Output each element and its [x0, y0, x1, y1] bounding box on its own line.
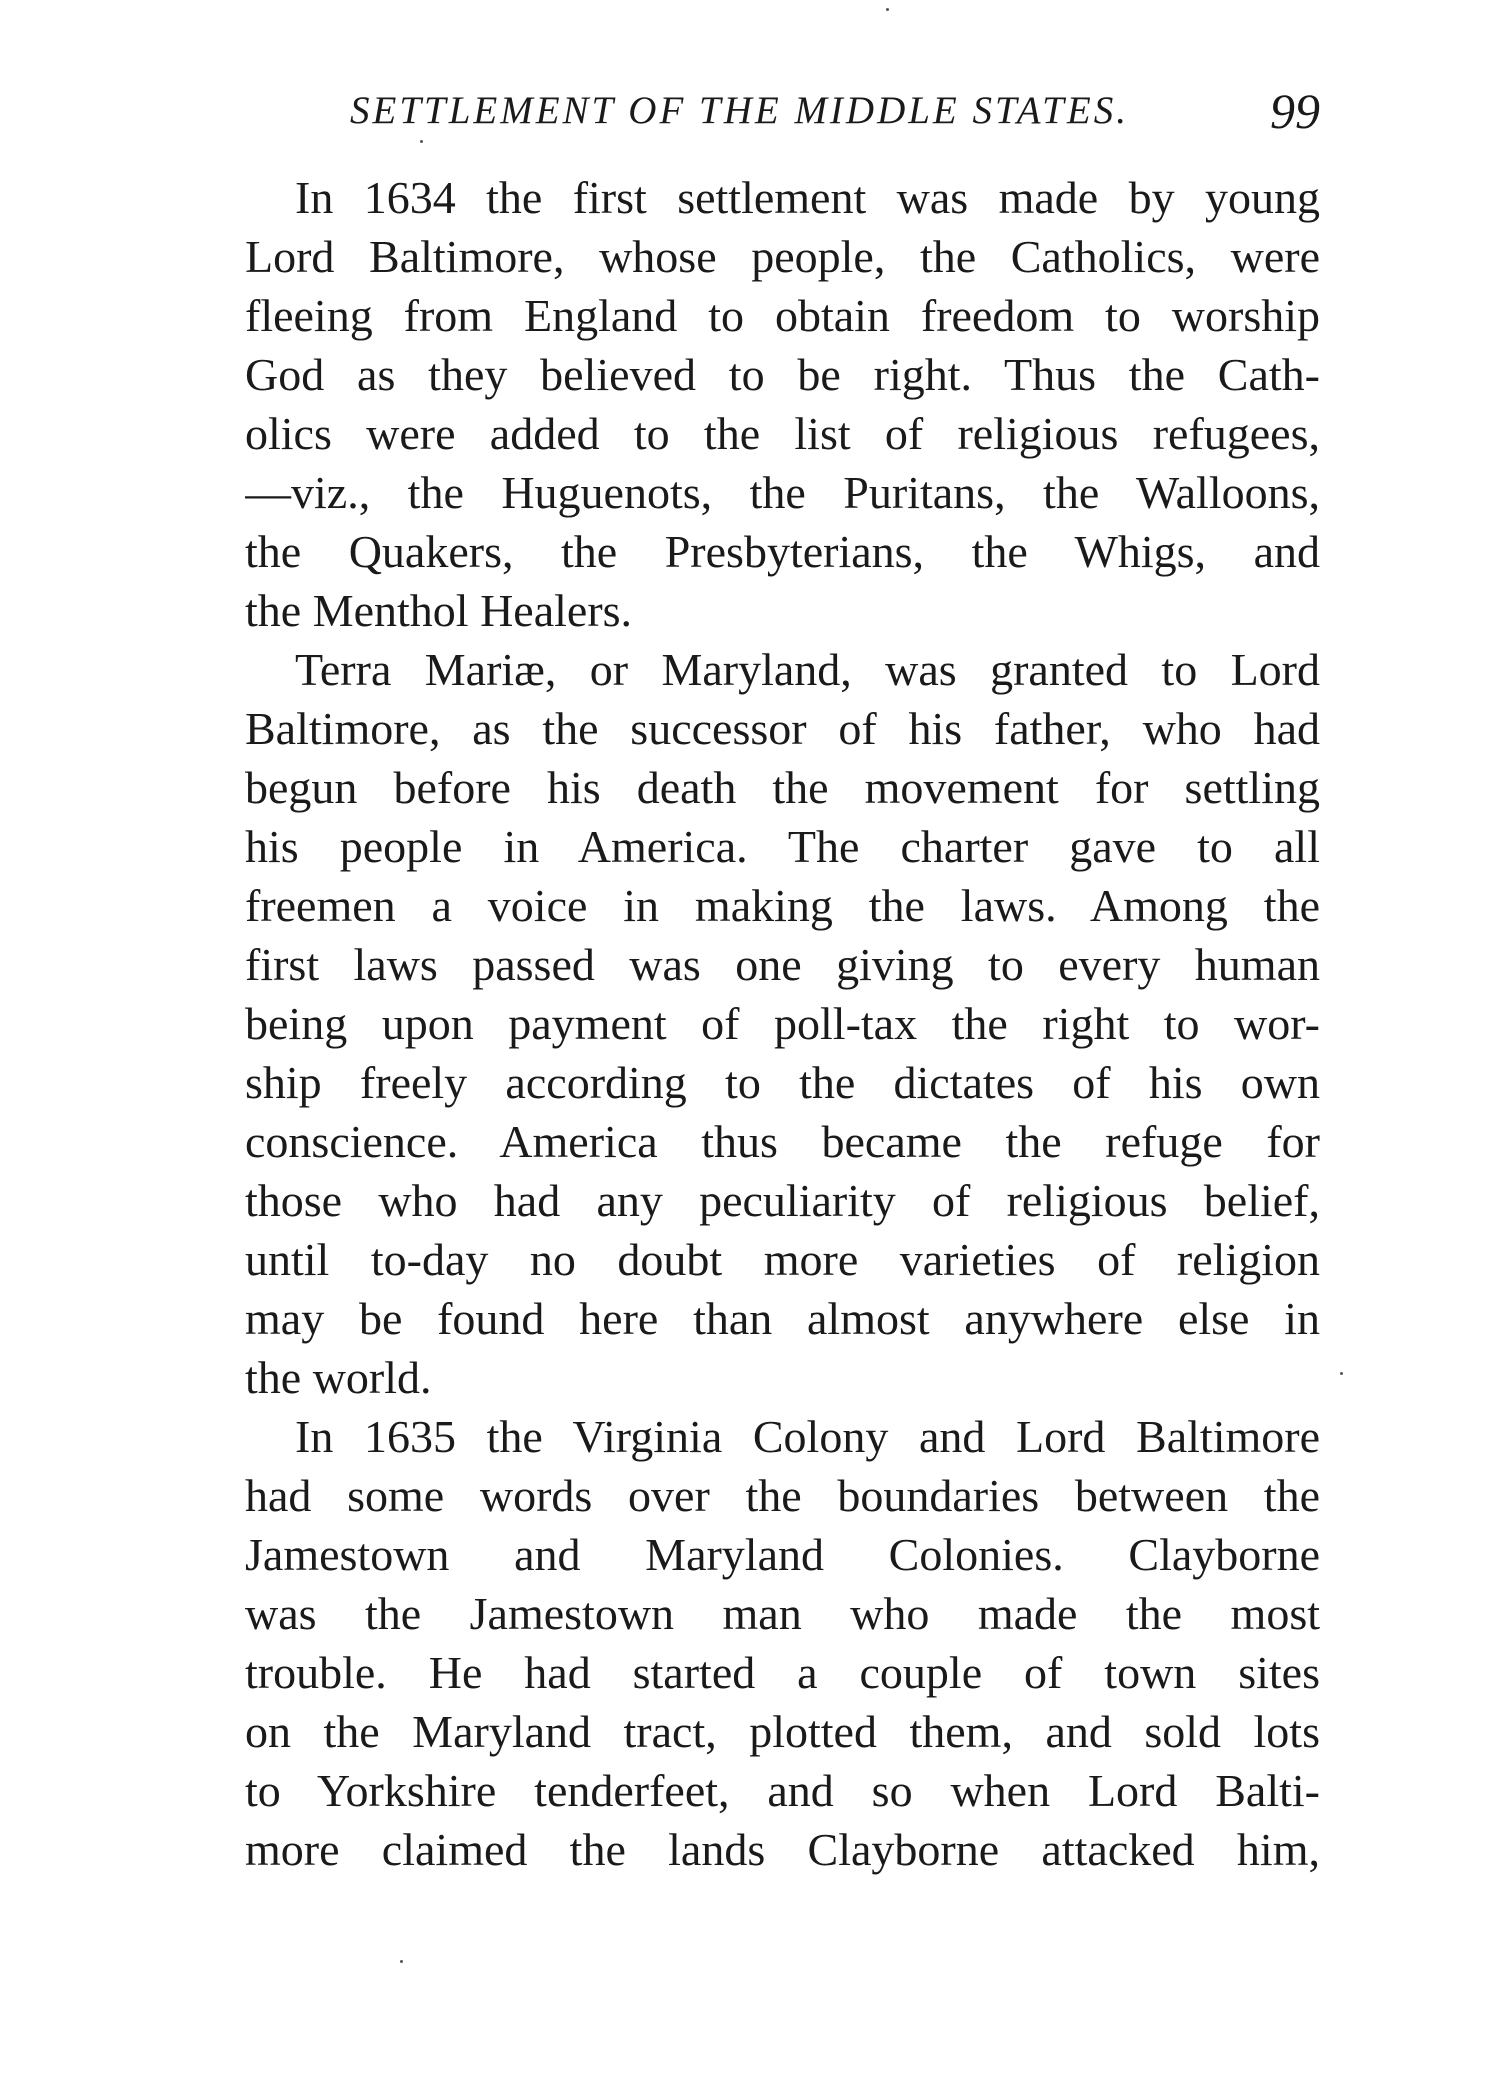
text-line: olics were added to the list of religious refugees, — [245, 408, 1320, 459]
text-line: had some words over the boundaries between the — [245, 1470, 1320, 1521]
text-line: Lord Baltimore, whose people, the Catholics, were — [245, 231, 1320, 282]
text-line: trouble. He had started a couple of town sites — [245, 1647, 1320, 1698]
text-line: those who had any peculiarity of religious belief, — [245, 1175, 1320, 1226]
text-line: to Yorkshire tenderfeet, and so when Lord Balti- — [245, 1765, 1320, 1816]
text-line: was the Jamestown man who made the most — [245, 1588, 1320, 1639]
text-line: freemen a voice in making the laws. Among the — [245, 880, 1320, 931]
text-line: Jamestown and Maryland Colonies. Clayborne — [245, 1529, 1320, 1580]
running-head — [245, 82, 1320, 142]
text-line: In 1635 the Virginia Colony and Lord Baltimore — [295, 1411, 1320, 1462]
paragraph-2 — [245, 640, 1320, 1407]
text-line: until to-day no doubt more varieties of religion — [245, 1234, 1320, 1285]
text-line: being upon payment of poll-tax the right to wor- — [245, 998, 1320, 1049]
text-line: the Quakers, the Presbyterians, the Whigs, and — [245, 526, 1320, 577]
paper-speck — [400, 1960, 403, 1963]
text-line: In 1634 the first settlement was made by young — [295, 172, 1320, 223]
text-line: ship freely according to the dictates of his own — [245, 1057, 1320, 1108]
text-line: may be found here than almost anywhere else in — [245, 1293, 1320, 1344]
text-line: on the Maryland tract, plotted them, and sold lots — [245, 1706, 1320, 1757]
text-line: God as they believed to be right. Thus the Cath- — [245, 349, 1320, 400]
running-title: SETTLEMENT OF THE MIDDLE STATES. — [350, 89, 1129, 132]
paragraph-1 — [245, 168, 1320, 640]
text-line: Baltimore, as the successor of his father, who had — [245, 703, 1320, 754]
text-line: Terra Mariæ, or Maryland, was granted to Lord — [295, 644, 1320, 695]
text-line: conscience. America thus became the refuge for — [245, 1116, 1320, 1167]
text-line: more claimed the lands Clayborne attacked him, — [245, 1824, 1320, 1875]
text-line: fleeing from England to obtain freedom to worship — [245, 290, 1320, 341]
text-line: first laws passed was one giving to every human — [245, 939, 1320, 990]
body-text — [245, 168, 1320, 1879]
paper-speck — [1340, 1372, 1343, 1375]
page-number: 99 — [1270, 83, 1320, 139]
text-line: his people in America. The charter gave to all — [245, 821, 1320, 872]
paper-speck — [420, 140, 423, 143]
paper-speck — [886, 8, 889, 11]
text-line: the Menthol Healers. — [245, 585, 633, 636]
text-line: —viz., the Huguenots, the Puritans, the Walloons, — [245, 467, 1320, 518]
text-line: the world. — [245, 1352, 432, 1403]
text-line: begun before his death the movement for settling — [245, 762, 1320, 813]
paragraph-3 — [245, 1407, 1320, 1879]
